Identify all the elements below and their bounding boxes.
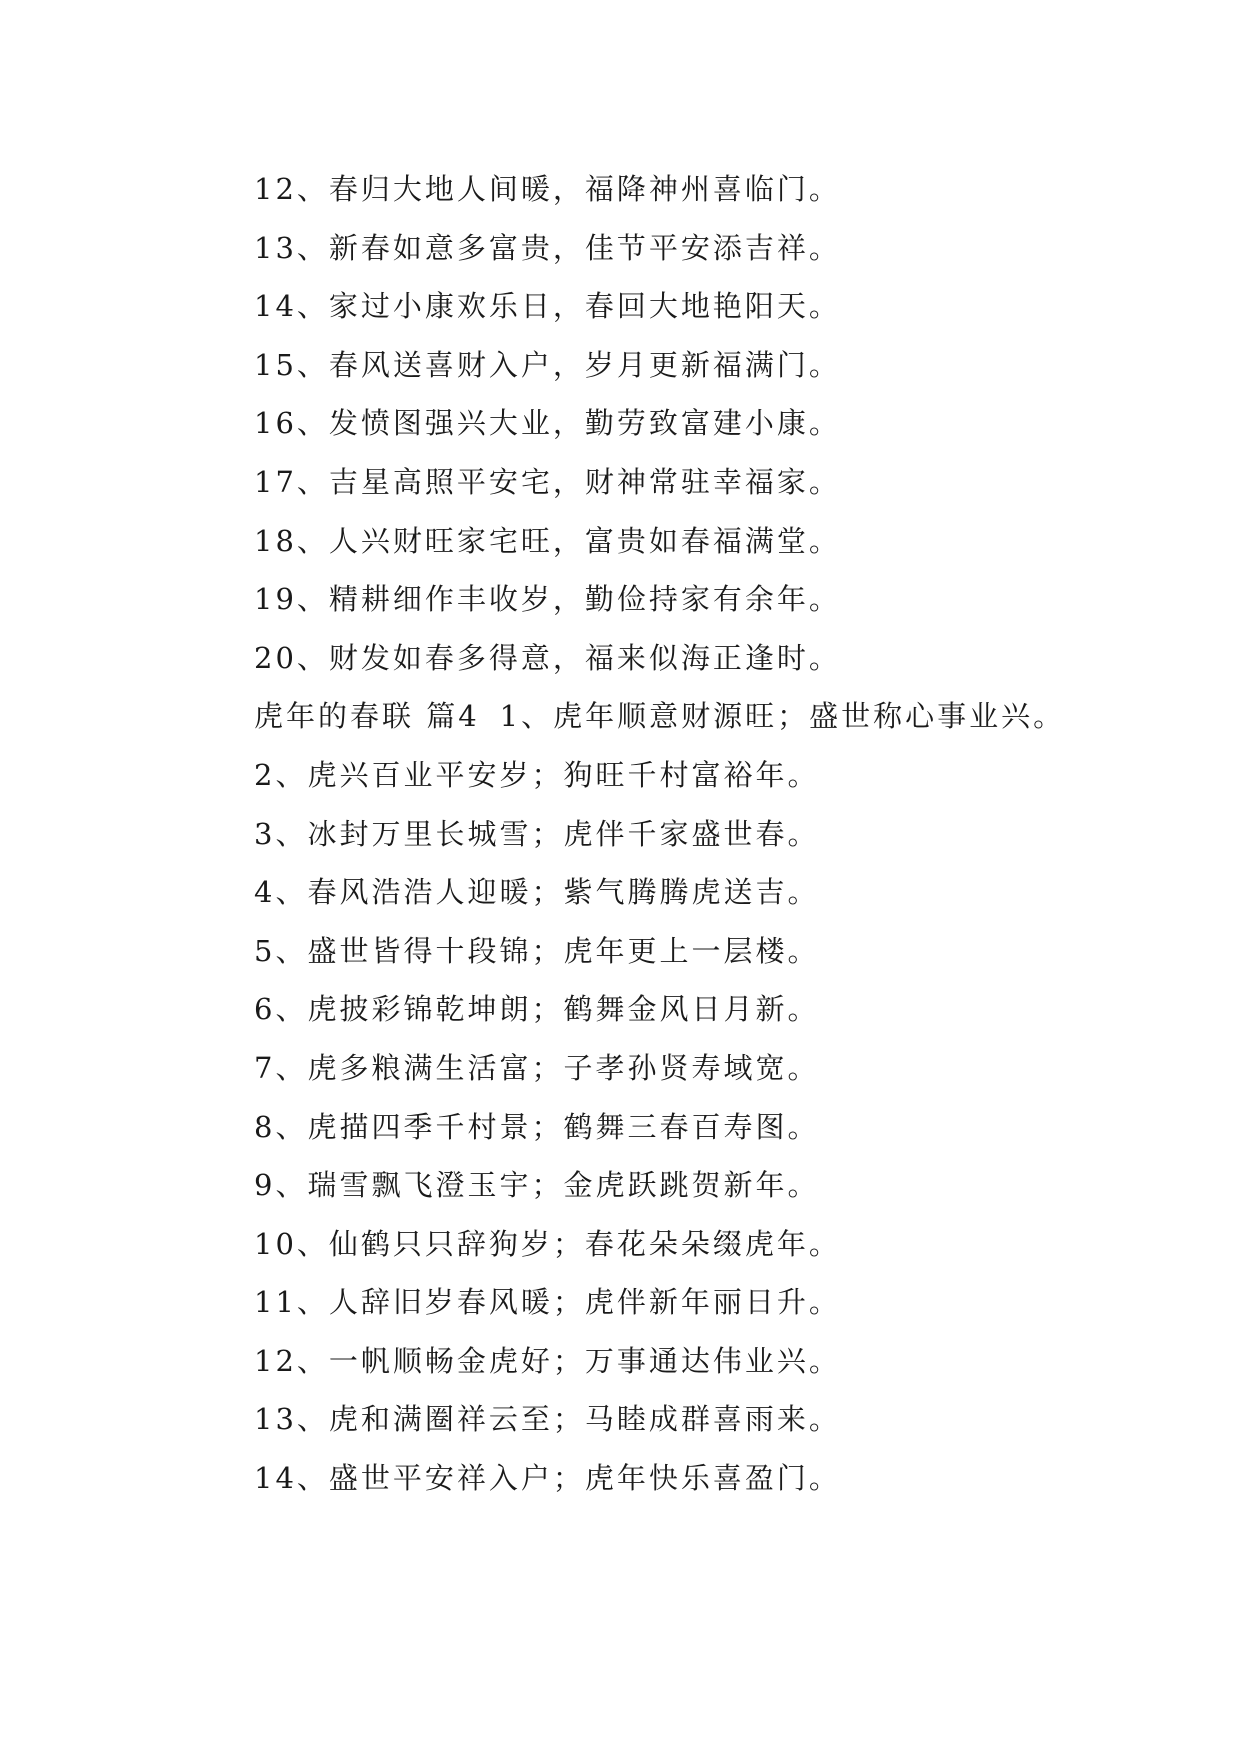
couplet-line: 5、盛世皆得十段锦；虎年更上一层楼。 [254, 933, 820, 968]
couplet-line: 12、春归大地人间暖，福降神州喜临门。 [254, 172, 841, 206]
couplet-line: 13、虎和满圈祥云至；马睦成群喜雨来。 [254, 1402, 841, 1437]
couplet-line: 13、新春如意多富贵，佳节平安添吉祥。 [254, 230, 841, 265]
couplet-line: 15、春风送喜财入户，岁月更新福满门。 [254, 347, 841, 382]
couplet-line: 10、仙鹤只只辞狗岁；春花朵朵缀虎年。 [254, 1226, 841, 1261]
couplet-line: 9、瑞雪飘飞澄玉宇；金虎跃跳贺新年。 [254, 1168, 820, 1203]
document-body [190, 160, 1070, 1508]
section-heading: 虎年的春联 篇4 [254, 699, 480, 734]
couplet-line: 4、春风浩浩人迎暖；紫气腾腾虎送吉。 [254, 875, 820, 910]
couplet-line: 14、家过小康欢乐日，春回大地艳阳天。 [254, 289, 841, 324]
section-first-couplet: 1、虎年顺意财源旺；盛世称心事业兴。 [499, 699, 1066, 734]
couplet-line: 18、人兴财旺家宅旺，富贵如春福满堂。 [254, 523, 841, 558]
couplet-line: 7、虎多粮满生活富；子孝孙贤寿域宽。 [254, 1050, 820, 1085]
couplet-line: 11、人辞旧岁春风暖；虎伴新年丽日升。 [254, 1285, 841, 1320]
section-paragraph [190, 687, 1070, 746]
couplet-line: 8、虎描四季千村景；鹤舞三春百寿图。 [254, 1109, 820, 1144]
couplet-line: 14、盛世平安祥入户；虎年快乐喜盈门。 [254, 1461, 841, 1496]
couplet-line: 2、虎兴百业平安岁；狗旺千村富裕年。 [254, 757, 820, 792]
couplet-line: 12、一帆顺畅金虎好；万事通达伟业兴。 [254, 1343, 841, 1378]
couplet-line: 17、吉星高照平安宅，财神常驻幸福家。 [254, 464, 841, 499]
couplet-line: 3、冰封万里长城雪；虎伴千家盛世春。 [254, 816, 820, 851]
couplet-line: 19、精耕细作丰收岁，勤俭持家有余年。 [254, 582, 841, 617]
couplet-line: 6、虎披彩锦乾坤朗；鹤舞金风日月新。 [254, 992, 820, 1027]
couplet-line: 16、发愤图强兴大业，勤劳致富建小康。 [254, 406, 841, 441]
couplet-line: 20、财发如春多得意，福来似海正逢时。 [254, 640, 841, 675]
